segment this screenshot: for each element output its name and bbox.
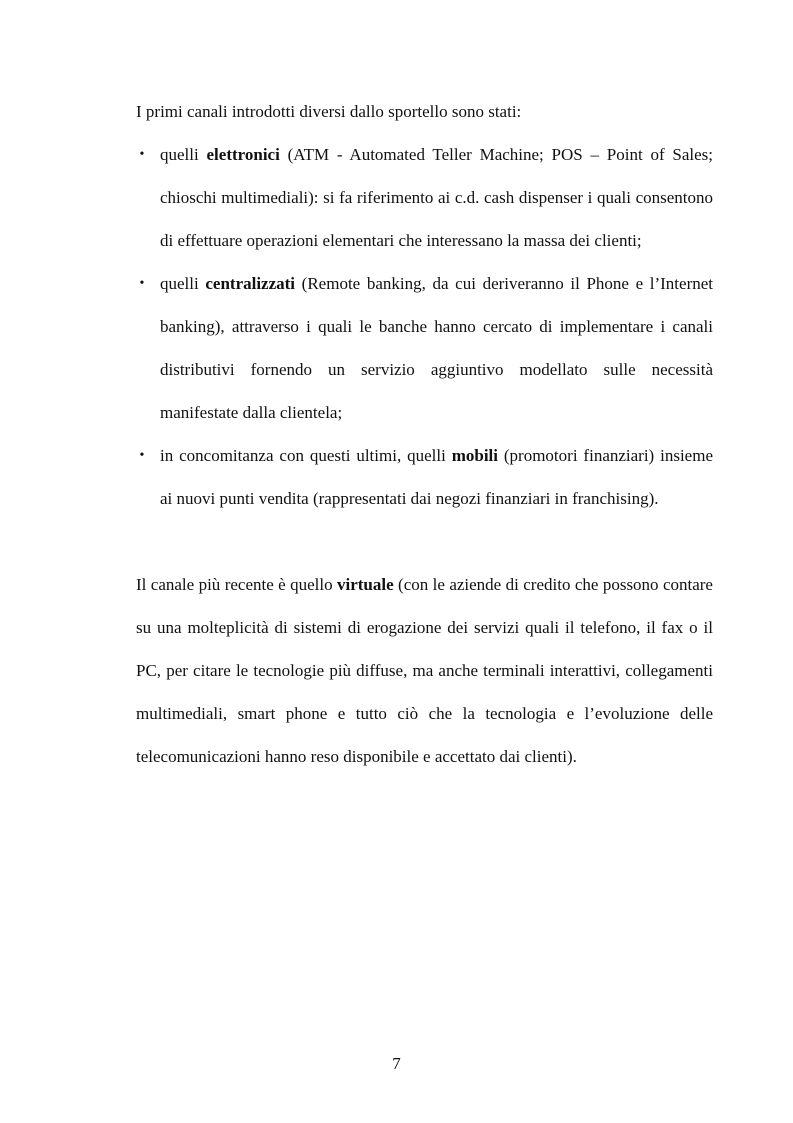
document-page (136, 90, 713, 778)
paragraph-text-after: (con le aziende di credito che possono contare su una molteplicità di sistemi di erogazione dei servizi quali il telefono, il fax o il PC, per citare le tecnologie più diffuse, ma anche terminali interattivi, collegamenti multimediali, smart phone e tutto ciò che la tecnologia e l’evoluzione delle telecomunicazioni hanno reso disponibile e accettato dai clienti). (136, 575, 713, 766)
list-item-keyword: centralizzati (205, 274, 296, 293)
paragraph-keyword: virtuale (337, 575, 394, 594)
bullet-icon: • (139, 147, 145, 162)
list-item (136, 434, 713, 520)
paragraph-spacer (136, 520, 713, 563)
paragraph-text-before: Il canale più recente è quello (136, 575, 337, 594)
list-item-text-before: quelli (160, 274, 206, 293)
list-item-text-before: quelli (160, 145, 207, 164)
list-item-text-before: in concomitanza con questi ultimi, quelli (160, 446, 452, 465)
list-item-text-after: (promotori finanziari) insieme ai nuovi punti vendita (rappresentati dai negozi finanziari in franchising). (160, 446, 713, 508)
list-item (136, 133, 713, 262)
list-item-text-after: (Remote banking, da cui deriveranno il Phone e l’Internet banking), attraverso i quali le banche hanno cercato di implementare i canali distributivi fornendo un servizio aggiuntivo modellato sulle necessità manifestate dalla clientela; (160, 274, 714, 422)
list-item-text-after: (ATM - Automated Teller Machine; POS – Point of Sales; chioschi multimediali): si fa riferimento ai c.d. cash dispenser i quali consentono di effettuare operazioni elementari che interessano la massa dei clienti; (160, 145, 713, 250)
channel-list (136, 133, 713, 520)
intro-paragraph: I primi canali introdotti diversi dallo sportello sono stati: (136, 102, 522, 121)
list-item (136, 262, 713, 434)
list-item-keyword: mobili (451, 446, 498, 465)
page-number: 7 (392, 1054, 401, 1073)
bullet-icon: • (139, 276, 145, 291)
bullet-icon: • (139, 448, 145, 463)
body-paragraph (136, 563, 713, 778)
list-item-keyword: elettronici (206, 145, 280, 164)
